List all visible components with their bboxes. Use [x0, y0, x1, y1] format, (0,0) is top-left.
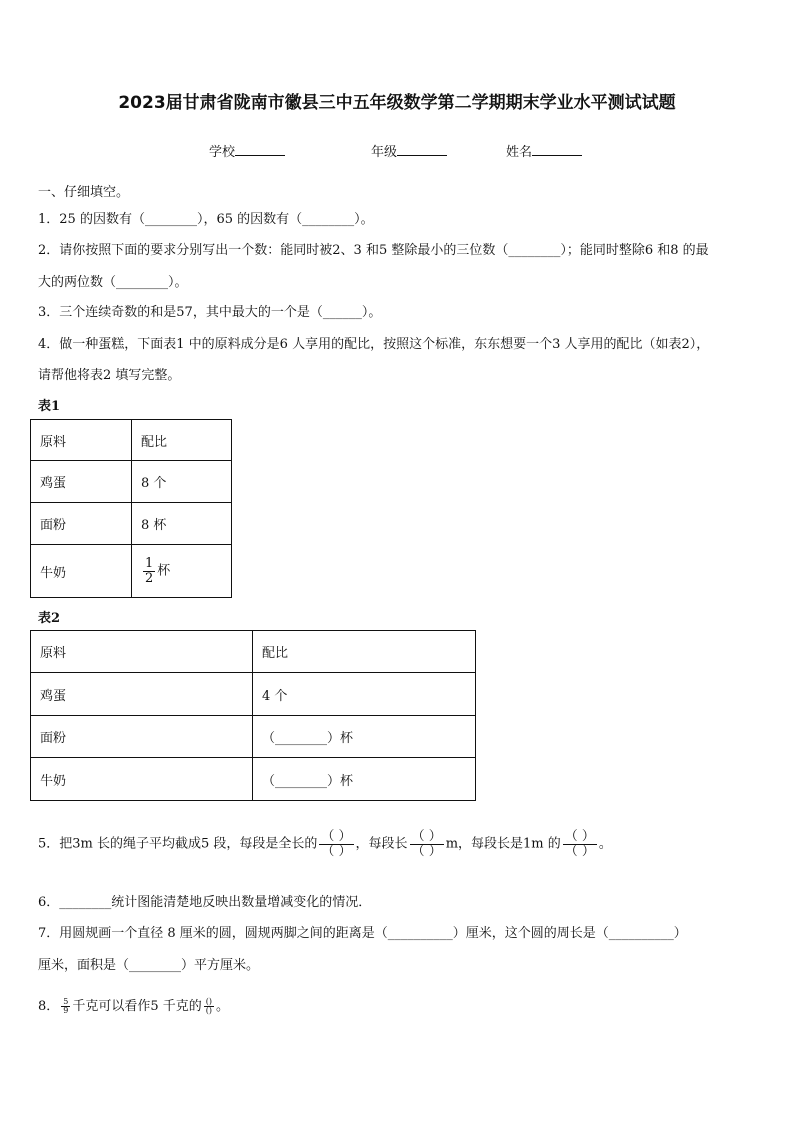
table-cell: 鸡蛋: [31, 673, 253, 716]
table-row: [31, 631, 476, 673]
fraction-blank[interactable]: [204, 998, 214, 1015]
school-field[interactable]: [209, 141, 285, 160]
table-row: [31, 545, 232, 598]
question-7-line-1: 7．用圆规画一个直径 8 厘米的圆，圆规两脚之间的距离是（__________）厘米，这个圆的周长是（__________）: [38, 926, 687, 941]
section-heading: 一、仔细填空。: [38, 185, 130, 200]
fraction-blank[interactable]: [319, 830, 353, 858]
table-2: [30, 630, 476, 801]
question-8-text: 8．: [38, 999, 60, 1014]
table-row: [31, 420, 232, 461]
table-row: [31, 673, 476, 716]
question-2-line-2: 大的两位数（________）。: [38, 275, 188, 290]
fraction-denominator: 9: [63, 1006, 69, 1015]
fraction-numerator: (): [205, 997, 213, 1006]
school-label: 学校: [209, 145, 236, 160]
fraction-numerator: （ ）: [321, 829, 352, 844]
question-4-line-1: 4．做一种蛋糕，下面表1 中的原料成分是6 人享用的配比，按照这个标准，东东想要一个3 人享用的配比（如表2），: [38, 337, 710, 352]
fraction-numerator: 1: [145, 555, 154, 571]
question-5-text: 。: [598, 836, 612, 852]
table-cell: 4 个: [253, 673, 476, 716]
question-1: 1．25 的因数有（________），65 的因数有（________）。: [38, 212, 374, 227]
page-title: 2023届甘肃省陇南市徽县三中五年级数学第二学期期末学业水平测试试题: [118, 93, 676, 113]
question-6: 6．________统计图能清楚地反映出数量增减变化的情况．: [38, 895, 372, 910]
fraction-blank[interactable]: [410, 830, 444, 858]
table-cell: 面粉: [31, 503, 132, 545]
question-3: 3．三个连续奇数的和是57，其中最大的一个是（______）。: [38, 305, 382, 320]
table-header-cell: 原料: [31, 631, 253, 673]
table-cell: 8 杯: [132, 503, 232, 545]
question-2-line-1: 2．请你按照下面的要求分别写出一个数：能同时被2、3 和5 整除最小的三位数（________）；能同时整除6 和8 的最: [38, 243, 709, 258]
fraction-denominator: （ ）: [321, 843, 352, 859]
table-header-cell: 配比: [132, 420, 232, 461]
fraction-half: [143, 557, 155, 585]
table-row: [31, 758, 476, 801]
table-cell: 面粉: [31, 716, 253, 758]
table-header-cell: 原料: [31, 420, 132, 461]
fraction-numerator: （ ）: [564, 829, 595, 844]
question-7-line-2: 厘米，面积是（________）平方厘米。: [38, 958, 260, 973]
question-5-text: ，每段长: [355, 836, 408, 852]
grade-label: 年级: [371, 145, 398, 160]
table-header-cell: 配比: [253, 631, 476, 673]
fraction-five-ninths: [61, 998, 70, 1015]
question-8-text: 。: [216, 999, 230, 1014]
grade-blank[interactable]: [397, 143, 447, 156]
fraction-denominator: （ ）: [564, 843, 595, 859]
question-4-line-2: 请帮他将表2 填写完整。: [38, 368, 181, 383]
table-2-label: 表2: [38, 611, 61, 626]
table-row: [31, 503, 232, 545]
question-8: [38, 995, 229, 1015]
name-field[interactable]: [506, 141, 582, 160]
school-blank[interactable]: [235, 143, 285, 156]
table-row: [31, 461, 232, 503]
unit-text: 杯: [157, 563, 171, 579]
fraction-blank[interactable]: [563, 830, 597, 858]
fraction-denominator: （ ）: [411, 843, 442, 859]
question-5-text: 5．把3m 长的绳子平均截成5 段，每段是全长的: [38, 836, 318, 852]
question-5-text: m，每段长是1m 的: [445, 836, 561, 852]
table-cell: [132, 545, 232, 598]
grade-field[interactable]: [371, 141, 447, 160]
table-1-label: 表1: [38, 399, 61, 414]
table-cell: 牛奶: [31, 545, 132, 598]
table-cell[interactable]: （________）杯: [253, 716, 476, 758]
table-cell: 8 个: [132, 461, 232, 503]
name-label: 姓名: [506, 145, 533, 160]
table-row: [31, 716, 476, 758]
fraction-numerator: （ ）: [411, 829, 442, 844]
table-1: [30, 419, 232, 598]
question-8-text: 千克可以看作5 千克的: [72, 999, 202, 1014]
table-cell: 鸡蛋: [31, 461, 132, 503]
name-blank[interactable]: [532, 143, 582, 156]
question-5: [38, 830, 612, 858]
table-cell[interactable]: （________）杯: [253, 758, 476, 801]
table-cell: 牛奶: [31, 758, 253, 801]
fraction-denominator: 2: [145, 570, 154, 586]
fraction-numerator: 5: [63, 997, 69, 1006]
fraction-denominator: (): [205, 1006, 213, 1015]
